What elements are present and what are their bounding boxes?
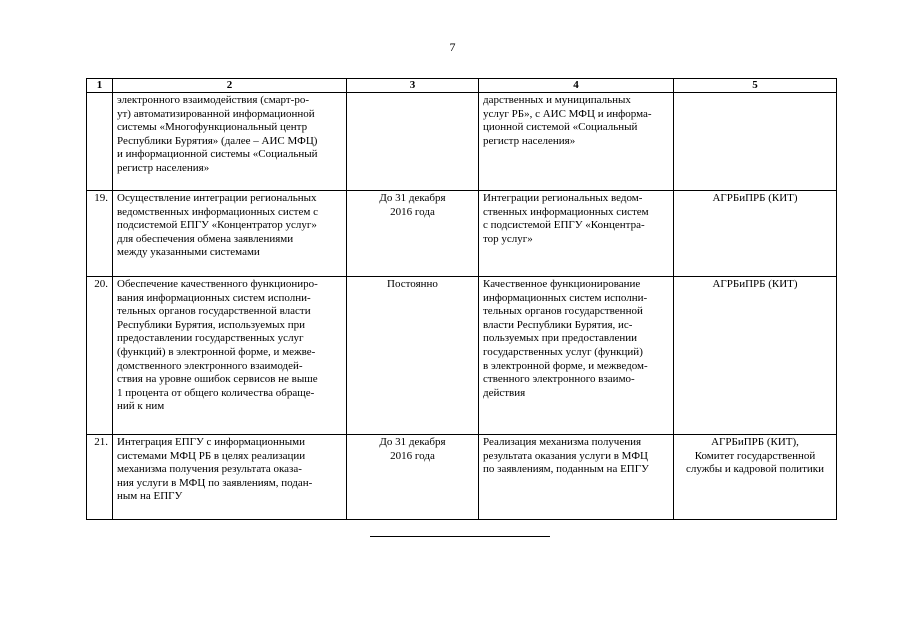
column-header: 2 <box>113 79 347 93</box>
expected-result: Интеграции региональных ведом- ственных информационных систем с подсистемой ЕПГУ «Концентра- тор услуг» <box>483 192 649 245</box>
row-number: 21. <box>87 435 113 520</box>
table-row <box>87 191 837 277</box>
row-number <box>87 93 113 191</box>
column-header: 5 <box>674 79 837 93</box>
measure-description: Обеспечение качественного функциониро- вания информационных систем исполни- тельных органов государственной власти Республики Бурятия, используемых при предоставлении государственных услуг (функций) в электронной форме, и межве- домственного электронного взаимодей- ствия на уровне ошибок сервисов не выше 1 процента от общего количества обраще- ний к ним <box>117 278 318 413</box>
responsible: АГРБиПРБ (КИТ), Комитет государственной службы и кадровой политики <box>685 436 824 476</box>
table-row <box>87 277 837 435</box>
column-header: 4 <box>479 79 674 93</box>
measure-description: Осуществление интеграции региональных ведомственных информационных систем с подсистемой ЕПГУ «Концентратор услуг» для обеспечения обмена заявлениями между указанными системами <box>117 192 318 259</box>
table-row <box>87 435 837 520</box>
row-number: 20. <box>87 277 113 435</box>
table-header-row <box>87 79 837 93</box>
table-row-continuation <box>87 93 837 191</box>
column-header: 3 <box>347 79 479 93</box>
footer-divider <box>370 536 550 537</box>
responsible: АГРБиПРБ (КИТ) <box>712 278 798 290</box>
measure-description: Интеграция ЕПГУ с информационными системами МФЦ РБ в целях реализации механизма получения результата оказа- ния услуги в МФЦ по заявлениям, подан- ным на ЕПГУ <box>117 436 313 503</box>
measure-description: электронного взаимодействия (смарт-ро- ут) автоматизированной информационной системы «Многофункциональный центр Республики Бурятия» (далее – АИС МФЦ) и информационной системы «Социальный регистр населения» <box>117 94 318 174</box>
deadline: До 31 декабря 2016 года <box>379 436 446 462</box>
column-header: 1 <box>87 79 113 93</box>
expected-result: Качественное функционирование информационных систем исполни- тельных органов государственной власти Республики Бурятия, ис- пользуемых при предоставлении государственных услуг (функций) в электронной форме, и межведом- ственного электронного взаимо- действия <box>483 278 648 399</box>
expected-result: дарственных и муниципальных услуг РБ», с АИС МФЦ и информа- ционной системой «Социальный регистр населения» <box>483 94 652 147</box>
deadline: Постоянно <box>387 278 438 290</box>
responsible: АГРБиПРБ (КИТ) <box>712 192 798 204</box>
expected-result: Реализация механизма получения результата оказания услуги в МФЦ по заявлениям, поданным на ЕПГУ <box>483 436 649 476</box>
measures-table <box>86 78 837 520</box>
deadline: До 31 декабря 2016 года <box>379 192 446 218</box>
row-number: 19. <box>87 191 113 277</box>
page-number: 7 <box>449 40 456 54</box>
